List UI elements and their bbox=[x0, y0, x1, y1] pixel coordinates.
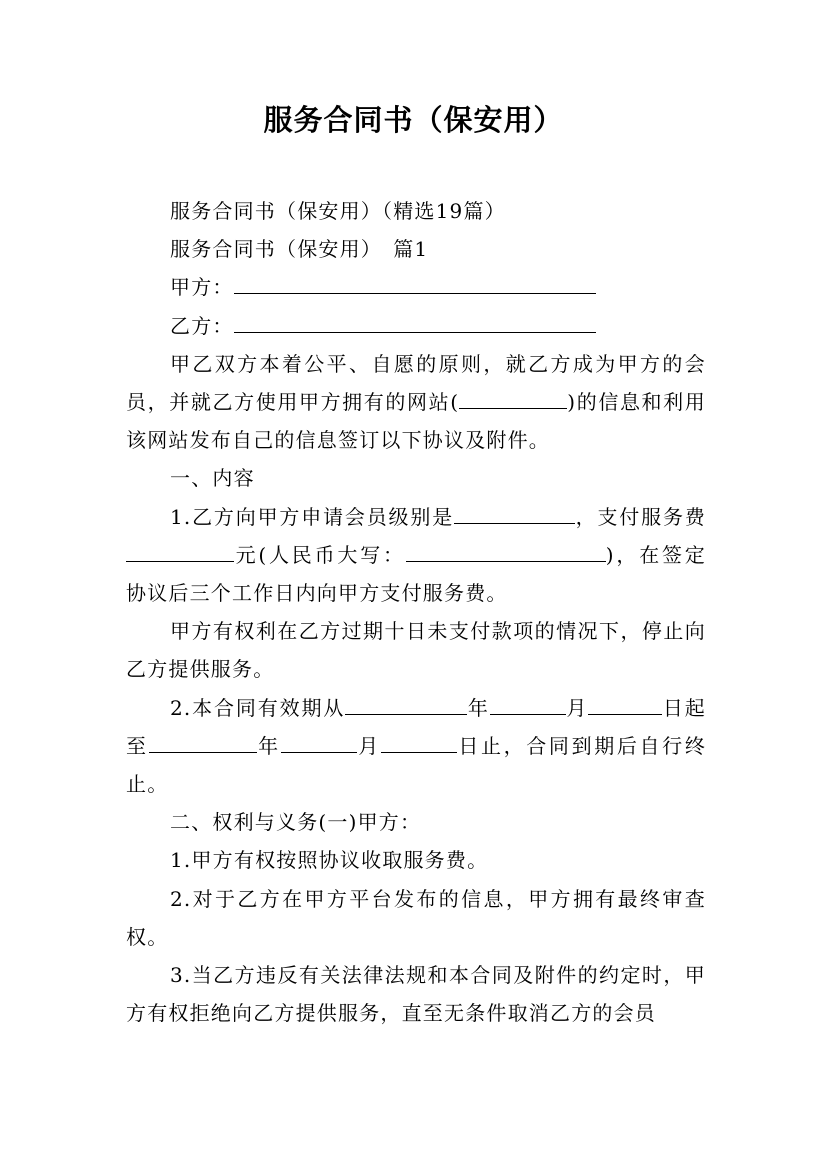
intro-paragraph bbox=[126, 345, 706, 460]
website-blank bbox=[459, 390, 567, 409]
right-3: 3.当乙方违反有关法律法规和本合同及附件的约定时，甲方有权拒绝向乙方提供服务，直至无条件取消乙方的会员 bbox=[126, 963, 706, 1026]
document-body bbox=[126, 192, 706, 1032]
item-2-paragraph bbox=[126, 689, 706, 804]
fee-amount-blank bbox=[126, 543, 234, 562]
end-month-blank bbox=[281, 734, 357, 753]
party-a-blank bbox=[234, 275, 596, 294]
party-b-blank bbox=[234, 314, 596, 333]
item-1-note: 甲方有权利在乙方过期十日未支付款项的情况下，停止向乙方提供服务。 bbox=[126, 619, 706, 682]
item-1-text-4: )，在签定协议后三个工作日内向甲方支付服务费。 bbox=[126, 542, 706, 606]
document-title: 服务合同书（保安用） bbox=[263, 103, 564, 137]
intro-text-1: 甲乙双方本着公平、自愿的原则，就乙方成为甲方的会员，并就乙方使用甲方拥有的网站( bbox=[126, 351, 706, 415]
intro-text-2: )的信息和利用该网站发布自己的信息签订以下协议及附件。 bbox=[126, 390, 706, 453]
item-1-text-1: 1.乙方向甲方申请会员级别是 bbox=[170, 504, 455, 529]
party-b-label: 乙方： bbox=[170, 313, 234, 338]
fee-uppercase-blank bbox=[406, 543, 606, 562]
party-b-line bbox=[126, 307, 706, 345]
section-heading: 服务合同书（保安用） 篇1 bbox=[170, 237, 429, 262]
item-2-end: 日止，合同到期后自行终止。 bbox=[126, 733, 707, 797]
item-2-year-1: 年 bbox=[467, 695, 490, 720]
item-2-month-2: 月 bbox=[356, 733, 381, 758]
item-1-text-2: ，支付服务费 bbox=[575, 504, 706, 529]
party-a-line bbox=[126, 268, 706, 306]
item-1-paragraph bbox=[126, 498, 706, 613]
party-a-label: 甲方： bbox=[170, 275, 234, 300]
start-year-blank bbox=[345, 696, 467, 715]
item-1-text-3: 元(人民币大写： bbox=[234, 542, 406, 567]
heading-rights: 二、权利与义务(一)甲方： bbox=[170, 810, 422, 835]
heading-content: 一、内容 bbox=[170, 466, 255, 491]
document-subtitle: 服务合同书（保安用）（精选19篇） bbox=[170, 199, 506, 223]
item-2-day-1: 日起至 bbox=[126, 695, 706, 758]
end-year-blank bbox=[149, 734, 257, 753]
item-2-month-1: 月 bbox=[565, 695, 589, 720]
item-2-year-2: 年 bbox=[256, 733, 281, 758]
member-level-blank bbox=[454, 505, 575, 524]
item-2-text-1: 2.本合同有效期从 bbox=[170, 695, 346, 720]
right-1: 1.甲方有权按照协议收取服务费。 bbox=[170, 848, 489, 873]
start-day-blank bbox=[588, 696, 662, 715]
start-month-blank bbox=[490, 696, 566, 715]
right-2: 2.对于乙方在甲方平台发布的信息，甲方拥有最终审查权。 bbox=[126, 886, 706, 949]
end-day-blank bbox=[381, 734, 457, 753]
